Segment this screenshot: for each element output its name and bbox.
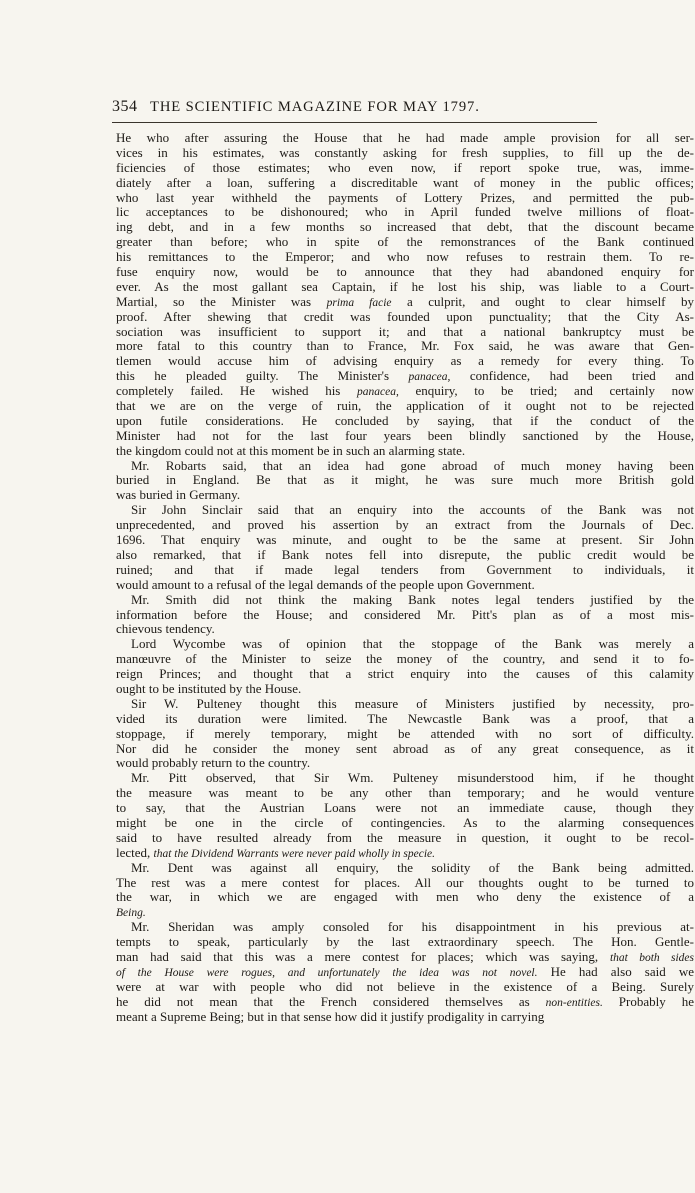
text-line (116, 995, 694, 1010)
line-text: proof. After shewing that credit was founded upon punctuality; that the City As- (116, 309, 694, 324)
line-text: Mr. Smith did not think the making Bank notes legal tenders justified by the (131, 592, 694, 607)
line-text: lic acceptances to be dishonoured; who in April funded twelve millions of float- (116, 205, 694, 220)
text-line (116, 473, 694, 488)
line-text: enquiry, to be tried; and certainly now (398, 384, 694, 399)
text-line (116, 220, 694, 235)
text-line (116, 280, 694, 295)
text-line (116, 488, 694, 503)
text-line (116, 176, 694, 191)
text-line (116, 429, 694, 444)
text-line (116, 250, 694, 265)
text-line (116, 295, 694, 310)
text-line (116, 786, 694, 801)
text-line (116, 205, 694, 220)
italic-text: non-entities. (545, 996, 603, 1009)
italic-text: panacea, (408, 371, 451, 384)
text-line (116, 876, 694, 891)
page-number: 354 (112, 98, 138, 115)
text-line (116, 742, 694, 757)
text-line (116, 965, 694, 980)
text-line (116, 503, 694, 518)
text-line (116, 816, 694, 831)
text-line (116, 533, 694, 548)
line-text: confidence, had been tried and (450, 369, 694, 384)
line-text: diately after a loan, suffering a discreditable want of money in the public offices; (116, 175, 694, 190)
body-text (116, 131, 694, 1024)
line-text: fuse enquiry now, would be to announce that they had abandoned enquiry for (116, 265, 694, 280)
text-line (116, 593, 694, 608)
line-text: a culprit, and ought to clear himself by (391, 294, 694, 309)
line-text: Sir John Sinclair said that an enquiry into the accounts of the Bank was not (131, 503, 694, 518)
text-line (116, 414, 694, 429)
line-text: Mr. Pitt observed, that Sir Wm. Pulteney misunderstood him, if he thought (131, 771, 694, 786)
line-text: Mr. Sheridan was amply consoled for his disappointment in his previous at- (131, 920, 694, 935)
line-text: information before the House; and considered Mr. Pitt's plan as of a most mis- (116, 607, 694, 622)
line-text: ficiencies of those estimates; who even now, if report spoke true, was, imme- (116, 160, 694, 175)
line-text: vided its duration were limited. The Newcastle Bank was a proof, that a (116, 711, 694, 726)
text-line (116, 905, 694, 920)
text-line (116, 861, 694, 876)
line-text: reign Princes; and thought that a strict enquiry into the causes of this calamity (116, 667, 694, 682)
line-text: Nor did he consider the money sent abroad as of any great consequence, as it (116, 741, 694, 756)
italic-text: of the House were rogues, and unfortunately the idea was not novel. (116, 966, 538, 979)
line-text: would amount to a refusal of the legal demands of the people upon Government. (116, 577, 535, 592)
line-text: were at war with people who did not believe in the existence of a Being. Surely (116, 979, 694, 994)
line-text: completely failed. He wished his (116, 384, 358, 399)
text-line (116, 697, 694, 712)
line-text: the war, in which we are engaged with men who deny the existence of a (116, 890, 694, 905)
line-text: Lord Wycombe was of opinion that the stoppage of the Bank was merely a (131, 637, 694, 652)
line-text: sociation was insufficient to support it; and that a national bankruptcy must be (116, 324, 694, 339)
line-text: unprecedented, and proved his assertion by an extract from the Journals of Dec. (116, 518, 694, 533)
text-line (116, 369, 694, 384)
text-line (116, 354, 694, 369)
line-text: man had said that this was a mere contest for places; which was saying, (116, 949, 610, 964)
text-line (116, 131, 694, 146)
line-text: he did not mean that the French considered themselves as (116, 994, 546, 1009)
text-line (116, 146, 694, 161)
line-text: manœuvre of the Minister to seize the money of the country, and send it to fo- (116, 652, 694, 667)
line-text: more fatal to this country than to France, Mr. Fox said, he was aware that Gen- (116, 339, 694, 354)
line-text: He who after assuring the House that he had made ample provision for all ser- (116, 131, 694, 145)
text-line (116, 444, 694, 459)
text-line (116, 399, 694, 414)
text-line (116, 831, 694, 846)
line-text: to say, that the Austrian Loans were not an immediate cause, though they (116, 801, 694, 816)
text-line (116, 846, 694, 861)
text-line (116, 459, 694, 474)
line-text: was buried in Germany. (116, 488, 241, 503)
italic-text: panacea, (357, 386, 399, 399)
line-text: 1696. That enquiry was minute, and ought to be the same at present. Sir John (116, 533, 694, 548)
text-line (116, 310, 694, 325)
line-text: Minister had not for the last four years been blindly sanctioned by the House, (116, 428, 694, 443)
line-text: Mr. Dent was against all enquiry, the solidity of the Bank being admitted. (131, 860, 694, 875)
header-rule (112, 122, 597, 123)
line-text: upon futile considerations. He concluded by saying, that if the conduct of the (116, 413, 694, 428)
text-line (116, 682, 694, 697)
text-line (116, 667, 694, 682)
line-text: He had also said we (537, 964, 694, 979)
line-text: might be one in the circle of contingencies. As to the alarming consequences (116, 815, 694, 830)
text-line (116, 608, 694, 623)
line-text: buried in England. Be that as it might, he was sure much more British gold (116, 473, 694, 488)
text-line (116, 325, 694, 340)
text-line (116, 235, 694, 250)
text-line (116, 771, 694, 786)
italic-text: Being. (116, 907, 146, 920)
line-text: the kingdom could not at this moment be in such an alarming state. (116, 443, 466, 458)
text-line (116, 637, 694, 652)
line-text: The rest was a mere contest for places. All our thoughts ought to be turned to (116, 875, 694, 890)
line-text: ing debt, and in a few months so increased that debt, that the discount became (116, 220, 694, 235)
text-line (116, 339, 694, 354)
italic-text: that the Dividend Warrants were never paid wholly in specie. (153, 847, 436, 860)
italic-text: prima facie (326, 296, 392, 309)
line-text: Sir W. Pulteney thought this measure of Ministers justified by necessity, pro- (131, 696, 694, 711)
line-text: Probably he (602, 994, 694, 1009)
line-text: tlemen would accuse him of advising enquiry as a remedy for every thing. To (116, 354, 694, 369)
text-line (116, 518, 694, 533)
text-line (116, 652, 694, 667)
text-line (116, 950, 694, 965)
line-text: would probably return to the country. (116, 756, 311, 771)
text-line (116, 161, 694, 176)
italic-text: that both sides (609, 951, 694, 964)
line-text: this he pleaded guilty. The Minister's (116, 369, 409, 384)
line-text: tempts to speak, particularly by the last extraordinary speech. The Hon. Gentle- (116, 935, 694, 950)
line-text: chievous tendency. (116, 622, 215, 637)
line-text: lected, (116, 845, 154, 860)
text-line (116, 890, 694, 905)
text-line (116, 980, 694, 995)
text-line (116, 384, 694, 399)
text-line (116, 563, 694, 578)
text-line (116, 548, 694, 563)
line-text: ruined; and that if made legal tenders from Government to individuals, it (116, 562, 694, 577)
line-text: his remittances to the Emperor; and who now refuses to restrain them. To re- (116, 250, 694, 265)
text-line (116, 935, 694, 950)
line-text: that we are on the verge of ruin, the application of it ought not to be rejected (116, 399, 694, 414)
text-line (116, 727, 694, 742)
text-line (116, 578, 694, 593)
line-text: the measure was meant to be any other than temporary; and he would venture (116, 786, 694, 801)
text-line (116, 801, 694, 816)
line-text: ever. As the most gallant sea Captain, if he lost his ship, was liable to a Court- (116, 279, 694, 294)
text-line (116, 920, 694, 935)
line-text: Mr. Robarts said, that an idea had gone abroad of much money having been (131, 458, 694, 473)
line-text: meant a Supreme Being; but in that sense how did it justify prodigality in carrying (116, 1009, 545, 1024)
text-line (116, 756, 694, 771)
text-line (116, 622, 694, 637)
line-text: said to have resulted already from the measure in question, it ought to be recol- (116, 830, 694, 845)
running-title: THE SCIENTIFIC MAGAZINE FOR MAY 1797. (150, 99, 480, 115)
line-text: Martial, so the Minister was (116, 294, 327, 309)
line-text: who last year withheld the payments of Lottery Prizes, and permitted the pub- (116, 190, 694, 205)
text-line (116, 265, 694, 280)
text-line (116, 1010, 694, 1025)
text-line (116, 712, 694, 727)
line-text: ought to be instituted by the House. (116, 681, 302, 696)
line-text: stoppage, if merely temporary, might be attended with no sort of difficulty. (116, 726, 694, 741)
line-text: also remarked, that if Bank notes fell into disrepute, the public credit would be (116, 547, 694, 562)
line-text: greater than before; who in spite of the remonstrances of the Bank continued (116, 235, 694, 250)
line-text: vices in his estimates, was constantly asking for fresh supplies, to fill up the de- (116, 145, 694, 160)
running-header (112, 98, 597, 120)
text-line (116, 191, 694, 206)
